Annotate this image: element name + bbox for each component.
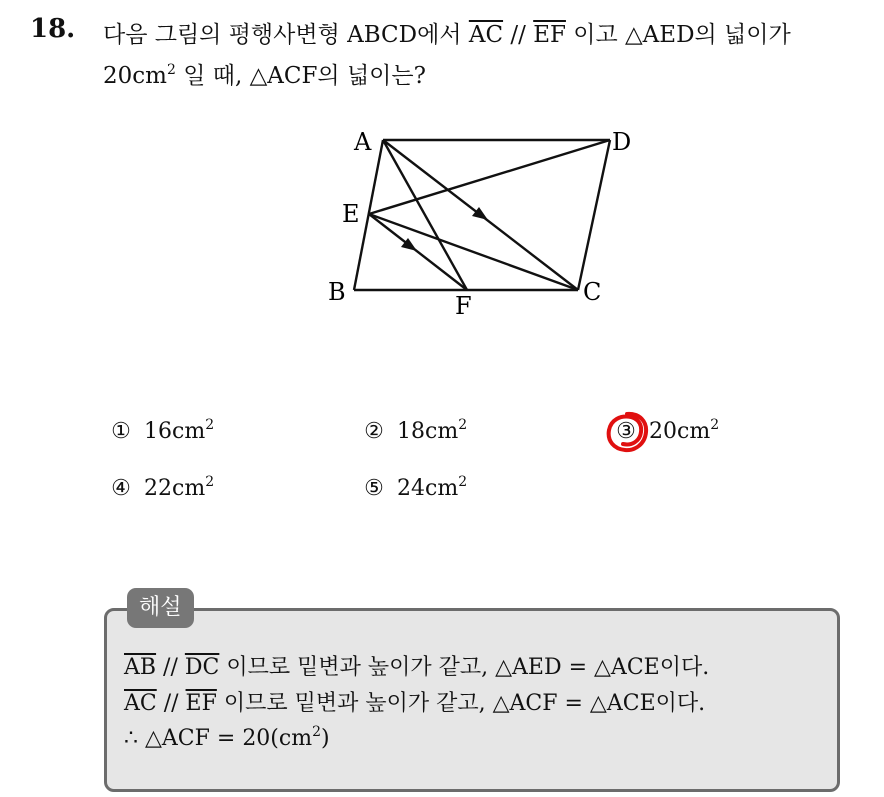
choice-2[interactable] bbox=[361, 419, 467, 444]
segment-ef: $\overline{EF}$ bbox=[185, 691, 217, 716]
exponent: 2 bbox=[166, 62, 176, 78]
area-value: 20cm bbox=[103, 63, 167, 89]
exponent: 2 bbox=[458, 417, 468, 433]
choice-4[interactable] bbox=[108, 476, 214, 501]
choice-mark: ③ bbox=[616, 419, 636, 444]
question-text-part: 일 때, △ACF의 넓이는? bbox=[175, 63, 426, 89]
choice-value: 20cm bbox=[649, 419, 711, 444]
segment-ef: $\overline{EF}$ bbox=[533, 22, 566, 48]
segment-ab: $\overline{AB}$ bbox=[124, 655, 157, 680]
choice-value: 22cm bbox=[144, 476, 206, 501]
solution-line1 bbox=[124, 650, 709, 681]
vertex-label-b: B bbox=[328, 278, 346, 306]
solution-tag: 해설 bbox=[127, 588, 194, 628]
solution-line2 bbox=[124, 686, 705, 717]
vertex-label-a: A bbox=[354, 128, 372, 156]
vertex-label-e: E bbox=[342, 200, 360, 228]
solution-text: ) bbox=[321, 726, 330, 751]
solution-line3 bbox=[124, 726, 330, 751]
choice-value: 16cm bbox=[144, 419, 206, 444]
segment-ef-line bbox=[369, 214, 467, 290]
choice-mark: ④ bbox=[111, 476, 131, 501]
exponent: 2 bbox=[312, 724, 321, 740]
exponent: 2 bbox=[205, 417, 215, 433]
answer-circle-mark bbox=[604, 410, 650, 454]
segment-ac: $\overline{AC}$ bbox=[468, 22, 504, 48]
vertex-label-d: D bbox=[612, 128, 632, 156]
choice-value: 24cm bbox=[397, 476, 459, 501]
solution-text: ∴ △ACF = 20(cm bbox=[124, 726, 313, 751]
question-number: 18. bbox=[30, 14, 76, 44]
side-dc bbox=[578, 140, 610, 290]
choice-mark: ① bbox=[111, 419, 131, 444]
vertex-label-f: F bbox=[455, 292, 472, 320]
segment-af-line bbox=[383, 140, 467, 290]
solution-text: 이므로 밑변과 높이가 같고, △AED = △ACE이다. bbox=[219, 655, 710, 680]
segment-ec-line bbox=[369, 214, 578, 290]
exponent: 2 bbox=[710, 417, 720, 433]
segment-ed-line bbox=[369, 140, 610, 214]
question-text-part: 다음 그림의 평행사변형 ABCD에서 bbox=[103, 22, 469, 48]
segment-ac: $\overline{AC}$ bbox=[124, 691, 157, 716]
parallel-symbol: // bbox=[156, 691, 186, 716]
choice-5[interactable] bbox=[361, 476, 467, 501]
question-text-line1 bbox=[103, 16, 791, 49]
question-text-part: 이고 △AED의 넓이가 bbox=[565, 22, 791, 48]
segment-dc: $\overline{DC}$ bbox=[184, 655, 220, 680]
question-text-line2 bbox=[103, 57, 426, 90]
exponent: 2 bbox=[205, 474, 215, 490]
choice-mark: ⑤ bbox=[364, 476, 384, 501]
parallelogram-figure bbox=[320, 118, 640, 328]
parallel-symbol: // bbox=[156, 655, 185, 680]
parallel-symbol: // bbox=[503, 22, 534, 48]
exponent: 2 bbox=[458, 474, 468, 490]
vertex-label-c: C bbox=[583, 278, 602, 306]
choice-1[interactable] bbox=[108, 419, 214, 444]
choice-value: 18cm bbox=[397, 419, 459, 444]
choice-mark: ② bbox=[364, 419, 384, 444]
solution-text: 이므로 밑변과 높이가 같고, △ACF = △ACE이다. bbox=[216, 691, 706, 716]
